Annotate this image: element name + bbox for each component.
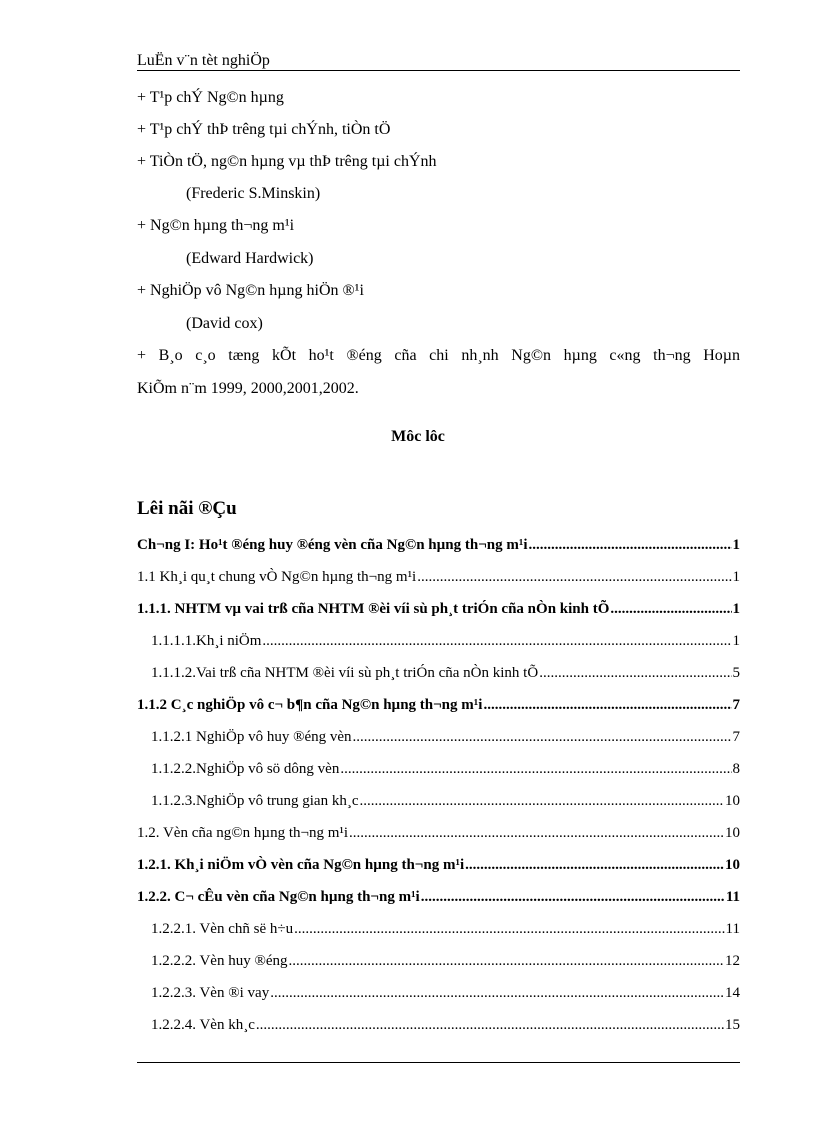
toc-entry-page: 1 — [732, 537, 740, 553]
toc-entry-text: 1.2.2. C¬ cÊu vèn cña Ng©n hµng th¬ng m¹i — [137, 889, 420, 905]
toc-entry-text: 1.2.2.4. Vèn kh¸c — [151, 1017, 255, 1033]
reference-line: + NghiÖp vô Ng©n hµng hiÖn ®¹i — [137, 282, 364, 299]
toc-entry-page: 7 — [732, 697, 740, 713]
toc-leader — [465, 857, 724, 874]
toc-entry[interactable] — [151, 729, 740, 746]
toc-intro-heading: Lêi nãi ®Çu — [137, 498, 237, 519]
toc-leader — [610, 601, 731, 618]
toc-entry-page: 10 — [725, 793, 740, 809]
toc-leader — [294, 921, 724, 938]
reference-author: (Frederic S.Minskin) — [186, 185, 321, 202]
toc-entry[interactable] — [137, 697, 740, 714]
toc-leader — [256, 1017, 724, 1034]
reference-line: + TiÒn tÖ, ng©n hµng vµ thÞ trêng tµi chÝnh — [137, 153, 437, 170]
toc-entry[interactable] — [137, 825, 740, 842]
toc-entry-text: 1.1.2.3.NghiÖp vô trung gian kh¸c — [151, 793, 359, 809]
toc-entry-text: 1.2.2.1. Vèn chñ së h÷u — [151, 921, 294, 937]
toc-leader — [421, 889, 725, 906]
toc-entry-page: 1 — [732, 633, 740, 649]
toc-entry[interactable] — [137, 889, 740, 906]
toc-entry[interactable] — [151, 761, 740, 778]
toc-entry-text: 1.2.2.2. Vèn huy ®éng — [151, 953, 288, 969]
toc-entry[interactable] — [151, 921, 740, 938]
toc-entry-text: 1.2.1. Kh¸i niÖm vÒ vèn cña Ng©n hµng th¬ng m¹i — [137, 857, 465, 873]
toc-leader — [529, 537, 732, 554]
toc-entry-text: 1.1.2.2.NghiÖp vô sö dông vèn — [151, 761, 340, 777]
toc-entry-text: 1.1.2 C¸c nghiÖp vô c¬ b¶n cña Ng©n hµng th¬ng m¹i — [137, 697, 483, 713]
toc-entry-text: 1.1 Kh¸i qu¸t chung vÒ Ng©n hµng th¬ng m¹i — [137, 569, 417, 585]
toc-leader — [349, 825, 724, 842]
reference-line: KiÕm n¨m 1999, 2000,2001,2002. — [137, 380, 359, 397]
toc-entry-text: 1.1.1.1.Kh¸i niÖm — [151, 633, 262, 649]
toc-entry-page: 1 — [732, 569, 740, 585]
toc-entry-page: 10 — [725, 857, 740, 873]
toc-entry-page: 11 — [725, 921, 740, 937]
header-divider — [137, 70, 740, 71]
toc-entry[interactable] — [137, 537, 740, 554]
toc-leader — [262, 633, 731, 650]
toc-entry[interactable] — [151, 793, 740, 810]
toc-entry-page: 5 — [732, 665, 740, 681]
toc-entry-page: 10 — [725, 825, 740, 841]
toc-leader — [483, 697, 731, 714]
toc-entry[interactable] — [137, 857, 740, 874]
toc-entry[interactable] — [137, 601, 740, 618]
toc-entry[interactable] — [151, 953, 740, 970]
toc-title: Môc lôc — [391, 428, 445, 445]
toc-leader — [417, 569, 731, 586]
toc-entry-page: 11 — [725, 889, 740, 905]
reference-author: (David cox) — [186, 315, 263, 332]
toc-leader — [340, 761, 731, 778]
toc-leader — [359, 793, 724, 810]
toc-entry-text: 1.2.2.3. Vèn ®i vay — [151, 985, 270, 1001]
toc-entry-page: 1 — [732, 601, 740, 617]
toc-leader — [539, 665, 731, 682]
reference-author: (Edward Hardwick) — [186, 250, 314, 267]
reference-line: + T¹p chÝ thÞ trêng tµi chÝnh, tiÒn tÖ — [137, 121, 391, 138]
reference-line: + B¸o c¸o tæng kÕt ho¹t ®éng cña chi nh¸nh Ng©n hµng c«ng th¬ng Hoµn — [137, 347, 740, 364]
toc-entry[interactable] — [151, 633, 740, 650]
toc-entry[interactable] — [151, 1017, 740, 1034]
toc-entry-page: 14 — [725, 985, 740, 1001]
toc-entry[interactable] — [151, 985, 740, 1002]
reference-line: + Ng©n hµng th¬ng m¹i — [137, 217, 295, 234]
header-title: LuËn v¨n tèt nghiÖp — [137, 52, 270, 69]
toc-leader — [289, 953, 724, 970]
toc-entry-text: Ch¬ng I: Ho¹t ®éng huy ®éng vèn cña Ng©n hµng th¬ng m¹i — [137, 537, 528, 553]
toc-entry[interactable] — [151, 665, 740, 682]
footer-divider — [137, 1062, 740, 1063]
toc-leader — [353, 729, 732, 746]
toc-entry-text: 1.1.1. NHTM vµ vai trß cña NHTM ®èi víi sù ph¸t triÓn cña nÒn kinh tÕ — [137, 601, 610, 617]
toc-entry-text: 1.1.2.1 NghiÖp vô huy ®éng vèn — [151, 729, 352, 745]
reference-line: + T¹p chÝ Ng©n hµng — [137, 89, 284, 106]
toc-entry[interactable] — [137, 569, 740, 586]
toc-entry-page: 8 — [732, 761, 740, 777]
toc-entry-text: 1.1.1.2.Vai trß cña NHTM ®èi víi sù ph¸t triÓn cña nÒn kinh tÕ — [151, 665, 539, 681]
toc-entry-page: 15 — [725, 1017, 740, 1033]
toc-entry-page: 7 — [732, 729, 740, 745]
toc-leader — [270, 985, 724, 1002]
toc-entry-page: 12 — [725, 953, 740, 969]
toc-entry-text: 1.2. Vèn cña ng©n hµng th¬ng m¹i — [137, 825, 349, 841]
